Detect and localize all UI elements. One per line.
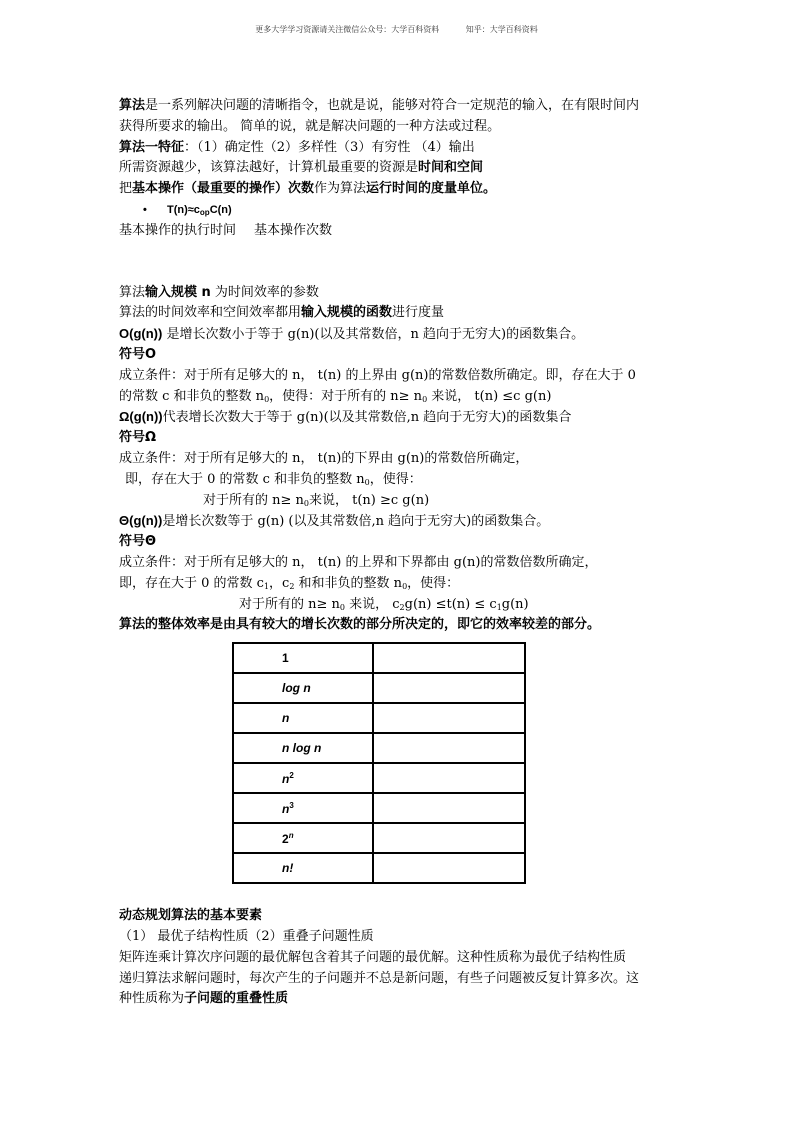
big-theta-symbol-heading: 符号Θ — [119, 534, 157, 550]
algorithm-definition-line-2: 获得所要求的输出。 简单的说，就是解决问题的一种方法或过程。 — [119, 118, 501, 134]
big-o-term: O(g(n)) — [119, 326, 163, 342]
big-o-definition — [119, 324, 679, 345]
growth-function-base: n — [282, 802, 290, 817]
algorithm-definition-line-1 — [119, 96, 679, 117]
big-omega-cond3-b: 来说， t(n) ≥c g(n) — [309, 492, 430, 508]
big-omega-term: Ω(g(n)) — [119, 409, 163, 425]
big-omega-cond2-sub: 0 — [364, 477, 370, 487]
growth-table-row — [233, 823, 525, 853]
formula-sub: op — [199, 207, 210, 217]
growth-empty-cell — [373, 673, 525, 703]
big-theta-term: Θ(g(n)) — [119, 513, 163, 529]
growth-function-base: n — [282, 772, 290, 787]
big-theta-cond3-b: 来说， c — [345, 596, 400, 612]
growth-function-cell — [233, 763, 373, 793]
growth-empty-cell — [373, 823, 525, 853]
big-o-cond2-sub2: 0 — [422, 394, 428, 404]
big-theta-cond3-a: 对于所有的 n≥ n — [239, 596, 340, 612]
growth-table-row — [233, 673, 525, 703]
basic-op-bold-1: 基本操作（最重要的操作）次数 — [132, 181, 315, 197]
resources-text: 所需资源越少，该算法越好，计算机最重要的资源是 — [119, 160, 419, 176]
growth-empty-cell — [373, 793, 525, 823]
document-body — [119, 96, 679, 1010]
big-theta-cond3-sub2: 2 — [399, 602, 405, 612]
efficiency-bold: 输入规模的函数 — [301, 305, 393, 321]
big-o-symbol-heading: 符号O — [119, 346, 157, 362]
big-theta-cond2-sub3: 0 — [402, 581, 408, 591]
big-omega-cond2-a: 即，存在大于 0 的常数 c 和非负的整数 n — [125, 471, 365, 487]
growth-function-base: log n — [282, 680, 311, 695]
input-size-bold: 输入规模 n — [145, 284, 211, 300]
growth-table-row — [233, 763, 525, 793]
big-omega-cond2-b: ，使得： — [369, 471, 422, 487]
algorithm-features — [119, 138, 679, 159]
big-theta-cond2-sub2: 2 — [289, 581, 295, 591]
growth-function-base: 2 — [282, 832, 289, 847]
big-theta-cond3-sub: 0 — [339, 602, 345, 612]
growth-function-exponent: 2 — [289, 771, 294, 781]
formula-t: T(n)≈c — [167, 203, 200, 216]
big-o-condition-1: 成立条件：对于所有足够大的 n， t(n) 的上界由 g(n)的常数倍数所确定。即，存在大于 0 — [119, 367, 636, 383]
growth-function-cell — [233, 733, 373, 763]
big-o-cond2-a: 的常数 c 和非负的整数 n — [119, 388, 265, 404]
growth-function-base: n — [282, 710, 290, 725]
formula-label-time: 基本操作的执行时间 — [119, 222, 237, 238]
big-o-cond2-c: 来说， t(n) ≤c g(n) — [427, 388, 552, 404]
big-theta-definition — [119, 511, 679, 532]
dp-elements: （1） 最优子结构性质（2）重叠子问题性质 — [119, 928, 374, 944]
features-term: 算法一特征 — [119, 139, 185, 155]
growth-table-row — [233, 703, 525, 733]
resources-line — [119, 158, 679, 179]
formula-line — [119, 200, 679, 221]
big-o-condition-2 — [119, 387, 679, 408]
algorithm-definition-text: 是一系列解决问题的清晰指令，也就是说，能够对符合一定规范的输入，在有限时间内 — [145, 98, 640, 113]
dp-p3-bold: 子问题的重叠性质 — [184, 991, 289, 1007]
basic-op-pre: 把 — [119, 181, 133, 197]
big-omega-cond3-a: 对于所有的 n≥ n — [203, 492, 304, 508]
bullet-icon: • — [143, 203, 147, 216]
big-omega-symbol-heading: 符号Ω — [119, 430, 157, 446]
efficiency-line — [119, 303, 679, 324]
big-theta-cond2-b: ，c — [269, 575, 290, 591]
input-size-line — [119, 283, 679, 304]
big-o-text: 是增长次数小于等于 g(n)(以及其常数倍，n 趋向于无穷大)的函数集合。 — [162, 327, 585, 343]
growth-function-cell — [233, 793, 373, 823]
big-theta-condition-2 — [119, 574, 679, 595]
growth-empty-cell — [373, 853, 525, 883]
growth-function-cell — [233, 703, 373, 733]
big-omega-condition-2 — [119, 470, 679, 491]
dp-paragraph-2: 递归算法求解问题时，每次产生的子问题并不总是新问题，有些子问题被反复计算多次。这 — [119, 970, 640, 986]
growth-function-base: n! — [282, 860, 294, 875]
resources-bold: 时间和空间 — [418, 160, 484, 176]
big-theta-condition-1: 成立条件：对于所有足够大的 n， t(n) 的上界和下界都由 g(n)的常数倍数所确定， — [119, 554, 598, 570]
big-omega-condition-3 — [119, 491, 679, 512]
big-theta-cond2-c: 和和非负的整数 n — [294, 575, 403, 591]
features-text: ：（1）确定性（2）多样性（3）有穷性 （4）输出 — [184, 139, 475, 155]
big-theta-cond2-sub1: 1 — [263, 581, 270, 591]
growth-function-exponent: n — [288, 831, 294, 841]
growth-table-row — [233, 793, 525, 823]
big-theta-condition-3 — [119, 595, 679, 616]
basic-operation-line — [119, 179, 679, 200]
efficiency-pre: 算法的时间效率和空间效率都用 — [119, 305, 302, 321]
growth-table-row — [233, 853, 525, 883]
growth-empty-cell — [373, 643, 525, 673]
growth-empty-cell — [373, 763, 525, 793]
big-theta-cond2-a: 即，存在大于 0 的常数 c — [119, 575, 264, 591]
basic-op-bold-2: 运行时间的度量单位。 — [366, 181, 497, 197]
growth-function-cell — [233, 823, 373, 853]
header-left: 更多大学学习资源请关注微信公众号：大学百科资料 — [255, 25, 440, 34]
growth-function-exponent: 3 — [289, 801, 294, 811]
algorithm-term: 算法 — [119, 98, 146, 113]
efficiency-rest: 进行度量 — [392, 305, 445, 321]
growth-table-row — [233, 643, 525, 673]
growth-empty-cell — [373, 703, 525, 733]
growth-function-cell — [233, 643, 373, 673]
growth-function-base: 1 — [282, 650, 289, 665]
dp-p3-pre: 种性质称为 — [119, 991, 185, 1007]
big-o-cond2-sub: 0 — [264, 394, 270, 404]
dp-paragraph-1: 矩阵连乘计算次序问题的最优解包含着其子问题的最优解。这种性质称为最优子结构性质 — [119, 949, 627, 965]
big-omega-text: 代表增长次数大于等于 g(n)(以及其常数倍,n 趋向于无穷大)的函数集合 — [162, 410, 572, 426]
big-theta-text: 是增长次数等于 g(n) (以及其常数倍,n 趋向于无穷大)的函数集合。 — [162, 514, 550, 530]
growth-function-base: n log n — [282, 740, 322, 755]
basic-op-mid: 作为算法 — [314, 181, 367, 197]
dp-paragraph-3 — [119, 989, 679, 1010]
big-theta-cond2-d: ，使得： — [407, 575, 460, 591]
big-theta-cond3-sub3: 1 — [496, 602, 502, 612]
formula-rest: C(n) — [209, 203, 232, 216]
growth-table-row — [233, 733, 525, 763]
page-header — [0, 24, 793, 35]
big-omega-condition-1: 成立条件：对于所有足够大的 n， t(n)的下界由 g(n)的常数倍所确定， — [119, 450, 529, 466]
growth-order-table — [232, 642, 526, 884]
big-omega-definition — [119, 407, 679, 428]
growth-function-cell — [233, 673, 373, 703]
big-theta-cond3-c: g(n) ≤t(n) ≤ c — [404, 596, 497, 612]
input-size-rest: 为时间效率的参数 — [210, 284, 319, 300]
growth-function-cell — [233, 853, 373, 883]
growth-table-body — [233, 643, 525, 883]
formula-labels — [119, 221, 679, 242]
overall-efficiency-statement: 算法的整体效率是由具有较大的增长次数的部分所决定的，即它的效率较差的部分。 — [119, 617, 601, 633]
big-theta-cond3-d: g(n) — [501, 596, 529, 612]
dp-title: 动态规划算法的基本要素 — [119, 908, 263, 924]
input-size-pre: 算法 — [119, 284, 146, 300]
growth-empty-cell — [373, 733, 525, 763]
formula-label-count: 基本操作次数 — [254, 222, 333, 238]
header-right: 知乎：大学百科资料 — [465, 25, 538, 34]
spacer — [119, 242, 679, 283]
big-o-cond2-b: ，使得：对于所有的 n≥ n — [269, 388, 423, 404]
big-omega-cond3-sub: 0 — [303, 498, 309, 508]
